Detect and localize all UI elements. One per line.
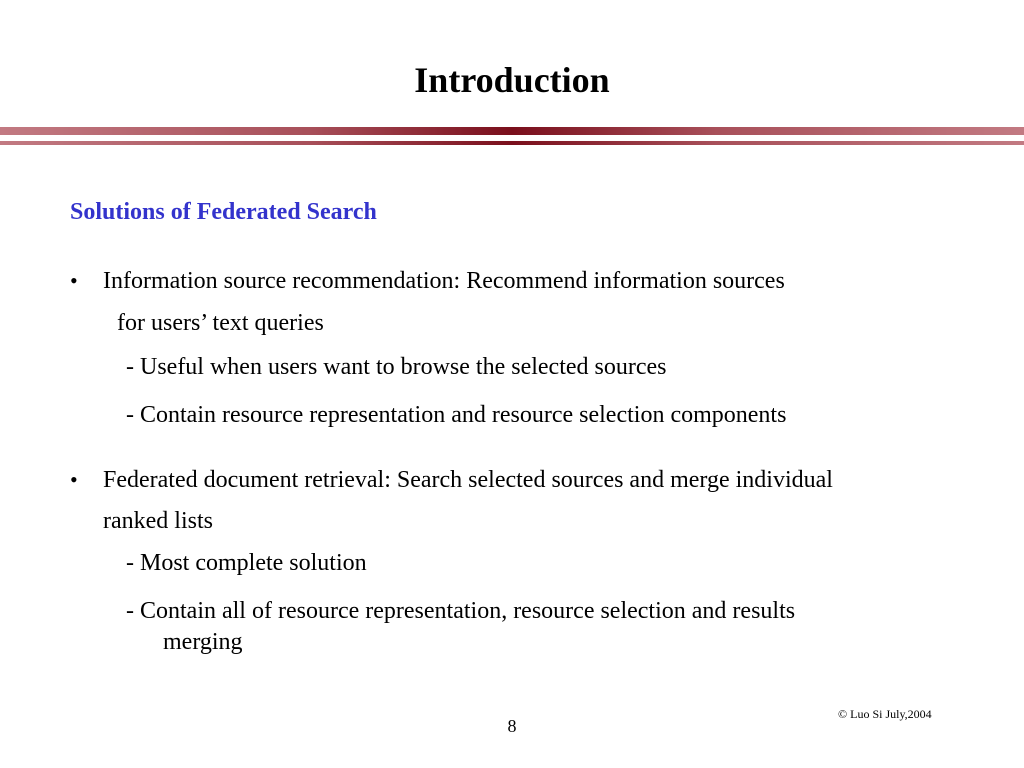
bullet-text-line: for users’ text queries xyxy=(117,310,324,336)
bullet-text-line: ranked lists xyxy=(103,508,213,534)
bullet-icon: • xyxy=(70,467,78,492)
bullet-icon: • xyxy=(70,268,78,293)
bullet-text-line: Federated document retrieval: Search selected sources and merge individual xyxy=(103,467,833,493)
sub-bullet-text: merging xyxy=(163,629,243,655)
sub-bullet-text: - Useful when users want to browse the selected sources xyxy=(126,354,667,380)
copyright-notice: © Luo Si July,2004 xyxy=(838,707,932,721)
page-number: 8 xyxy=(507,716,517,736)
sub-bullet-text: - Contain all of resource representation, resource selection and results xyxy=(126,598,796,624)
title-divider-thick xyxy=(0,127,1024,135)
section-heading: Solutions of Federated Search xyxy=(70,199,377,225)
slide-title: Introduction xyxy=(414,60,610,100)
sub-bullet-text: - Contain resource representation and resource selection components xyxy=(126,402,787,428)
title-divider-thin xyxy=(0,141,1024,145)
bullet-text-line: Information source recommendation: Recommend information sources xyxy=(103,268,785,294)
sub-bullet-text: - Most complete solution xyxy=(126,550,367,576)
